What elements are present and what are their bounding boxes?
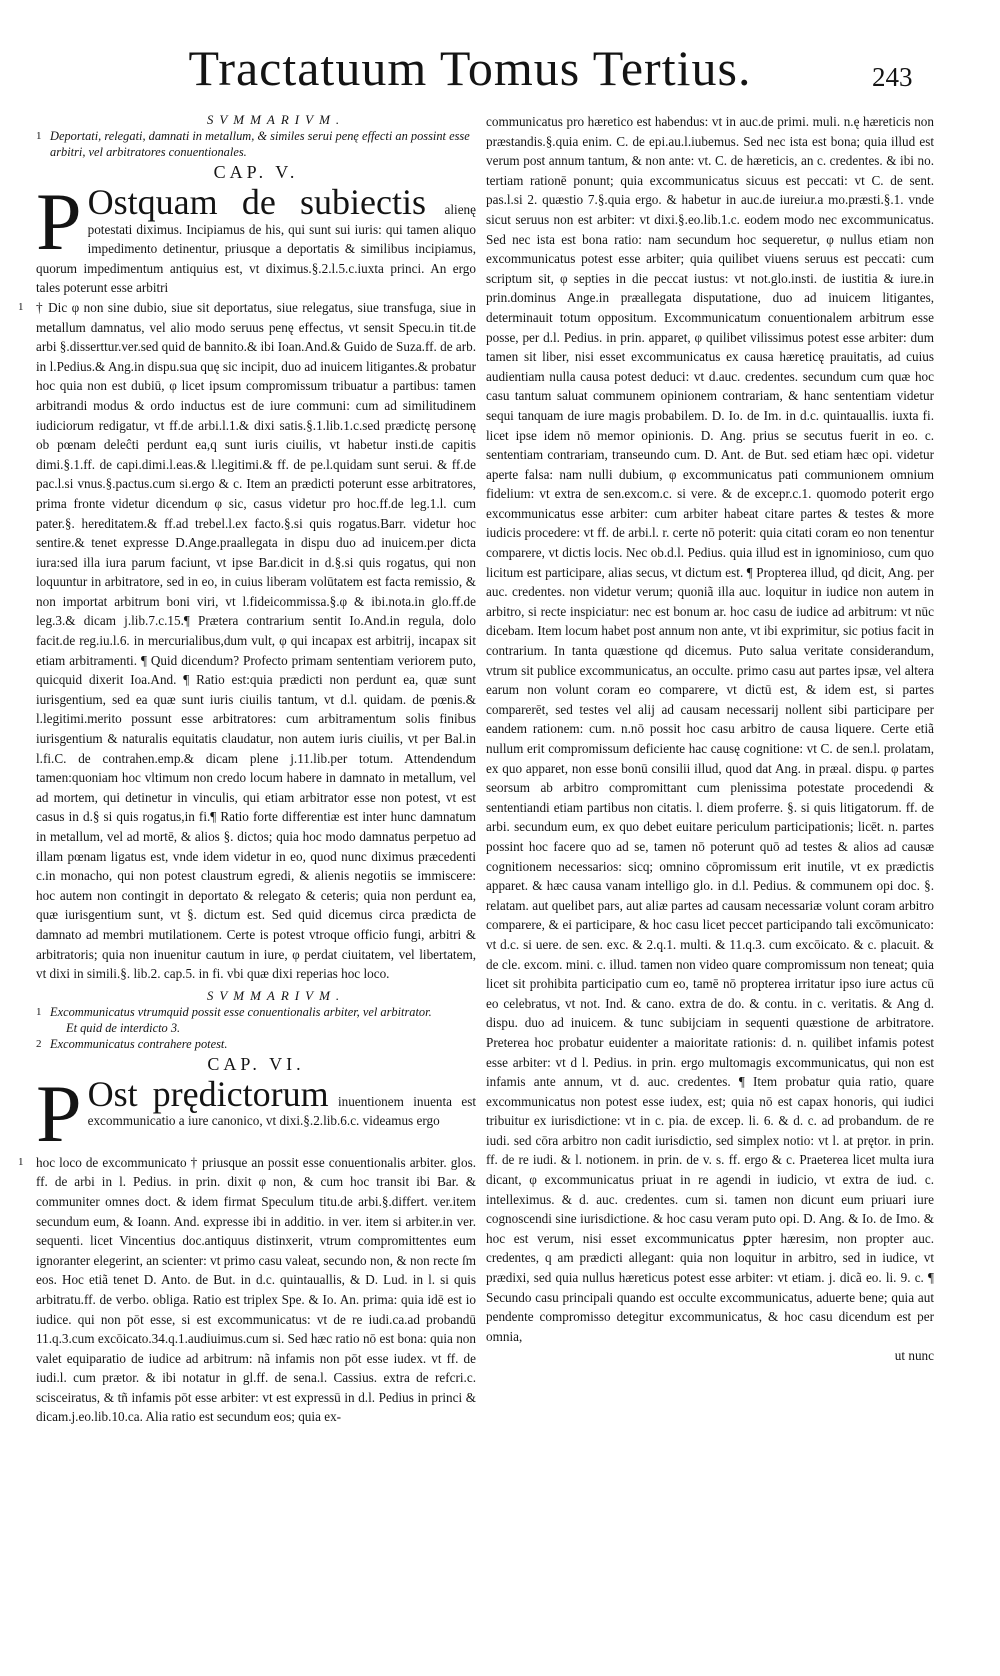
- summary-item: [36, 128, 476, 160]
- drop-cap: P: [36, 176, 82, 267]
- right-column-text: communicatus pro hæretico est habendus: vt in auc.de primi. muli. n.ę hæreticis non præstandis.§.quia enim. C. de epi.au.l.iubemus. Sed nec ista est bona; quia illud est verum post annum tantum, & non ante: vt. C. de hæreticis, an c. credentes. & ibi no. tertiam rationē ponunt; quia excommunicatus sicuus est peccati: vt C. de sent. pas.l.si 2. quæstio 7.§.quia ergo. & habetur in auc.de iureiur.a mo.præsti.§.1. vnde sicut seruus non est arbiter: vt dixi.§.eo.lib.1.c. eodem modo nec excommunicatus. Sed nec ista est bona ratio: nam secundum hoc sequeretur, φ nullus etiam non excommunicatus potest esse arbiter; quia quilibet viuens seruus est peccati: cum scriptum sit, φ septies in die peccat iustus: vt not.glo.insti. de iustitia & iure.in prin.dominus Ange.in præallegata disputatione, duo ad inuicem litigantes, determinauit totum oppositum. Excommunicatum conuentionalem arbitrum esse posse, per d.l. Pedius. in prin. apparet, φ quilibet vilissimus potest esse arbiter: dum tamen sit liber, nisi esset excommunicatus ex causa hæreticę prauitatis, ad cuius audientiam nulla causa potest deduci: vt d.auc. credentes. secundum cum quæ hoc casu tantum saluat communem opinionem contrariam, & hanc sententiam videtur sequi tanquam de iure magis probabilem. D. Io. de Im. in d.c. quintauallis. iuxta fi. licet ipse idem nō memor opinionis. D. Ang. prius se secutus fuerit in eo. c. sententiam contrariam, transeundo cum. D. Ant. de But. sed etiam hæc opi. videtur aperte falsa: nam nulli dubium, φ excommunicatus pati communionem omnium fidelium: vt extra de sen.excom.c. si vere. & de excepr.c.1. quomodo poterit ergo excommunicatus esse arbiter: cum arbiter habeat citare partes & testes & more iudicis procedere: vt ff. de arbi.l. r. certe nō poterit: quia citati coram eo non tenentur comparere, vt dictis locis. Nec ob.d.l. Pedius. quia illud est in ignominioso, cum quo licitum est participare, alias secus, vt dictum est. ¶ Propterea illud, qd dicit, Ang. per auc. credentes. non videtur verum; quoniã illa auc. loquitur in iudice non autem in arbitro, si recte inspiciatur: nec est bonum ar. hoc casu de iudice ad arbitrum: vt nūc dicebam. Item locum habet post annum non ante, vt ibi exprimitur, sic potius facit in contrarium. In tanta quæstione qd dicemus. Puto salua veritate considerandum, vtrum sit publice excommunicatus, an occulte. primo casu aut partes ipsæ, vel altera earum non volunt coram eo comparere, vt dictū est, & idem est, si partes comparerēt, sed testes vel alij ad causam necessarij nollent sibi participare per eandem rationem: cum. n.nō possit hoc casu arbitro de causa liquere. Certe etiã nullum erit compromissum deficiente hac causę cognitione: vt C. de sen.l. prolatam, ex quo apparet, non esse bonū consilii illud, quod dat Ang. in præal. dispu. φ partes seorsum ab arbitro compromittant cum plenissima potestate procedendi & sententiandi etiam partibus non citatis. l. diem proferre. §. si quis litigatorum. ff. de arbi. secundum eum, ex quo debet euitare periculum participationis; licēt. n. partes possint hoc facere quo ad se, tamen nō poterunt quō ad testes & alios ad causæ cognitionem necessarios: sicq; omnino cōpromissum erit inutile, vt ex prædictis apparet. & hæc causa vanam intelligo glo. in d.l. Pedius. & communem opi doc. §. relatam. aut quelibet pars, aut aliæ partes ad causam necessariæ volunt coram arbitro comparere, & ei participare, & hoc casu licet peccet participando tali excōmunicato: vt d.c. si uere. de sen. exc. & 2.q.1. multi. & 11.q.3. cum excōicato. & c. placuit. & de cle. excom. mini. c. illud. tamen non video quare compromissum non teneat; quia licet sit prohibita participatio cum eo, tamē nō propterea irritatur ipso iure actus cū eo celebratus, vt not. Ind. & cano. extra de do. & contu. in c. veritatis. & Ang d. dispu. duo ad inuicem. & tunc subijciam in sequenti quæstione de arbitratore. Preterea hoc probatur euidenter a maioritate rationis: d. n. quilibet infamis potest esse arbiter: vt d l. Pedius. in prin. ergo multomagis excommunicatus, qui non est infamis ante annum, vt d. auc. credentes. ¶ Item probatur quia ratio, quare excommunicatus non potest esse iudex, est; quia nō est capax honoris, qui iudici tribuitur ex iurisdictione: vt in c. pia. de excep. li. 6. & d. c. ad probandum. de re iudi. sed cōra arbitro non cadit iurisdictio, sed simplex notio: vt l. at prętor. in prin. ff. de re iudi. & l. notionem. in prin. de v. s. ff. ergo & c. Praeterea licet multa iura dicant, φ excommunicatus priuat in re agendi in iudicio, vt extra de iud. c. intelleximus. & d. auc. credentes. cum si. tamen non dicunt eum priuari iure cognoscendi sine iurisdictione. & hoc casu veram puto opi. D. Ang. & Io. de Imo. & hoc est verum, nisi esset excommunicatus ꝑpter hæresim, non propter auc. credentes, q am prædicti allegant: quia non loquitur in arbitro, sed in iudice, vt prædixi, sed quia nullus hæreticus potest esse arbiter: vt etiam. j. dicã eo. li. 9. c. ¶ Secundo casu principali quando est occulte excommunicatus, aduerte bene; quia aut pendente compromisso detegitur excommunicatus, & hoc casu dicendum est per omnia,: [486, 114, 934, 1344]
- page-number: 243: [872, 62, 913, 92]
- chapter-body: [18, 1153, 476, 1427]
- summary-number: 2: [36, 1037, 42, 1050]
- chapter-body: [18, 298, 476, 984]
- summary-item: [36, 1004, 476, 1020]
- lead-words: Ostquam de subiectis: [87, 182, 426, 222]
- summarium-heading: SVMMARIVM.: [206, 112, 346, 127]
- summary-item: [36, 1036, 476, 1052]
- drop-cap: P: [36, 1067, 82, 1159]
- opening-text: alienę potestati diximus. Incipiamus de his, qui sunt sui iuris: qui tamen aliquo impedimento detinentur, priusque a deportatis & similibus incipiamus, quorum impedimentum antiquius est, vt diximus.§.2.l.5.c.iuxta princi. An ergo tales poterunt esse arbitri: [36, 202, 476, 296]
- summary-text: Excommunicatus contrahere potest.: [50, 1036, 228, 1051]
- chapter-heading: CAP. V.: [213, 162, 299, 182]
- margin-number: 1: [18, 1155, 24, 1168]
- summary-text: Et quid de interdicto 3.: [66, 1020, 181, 1035]
- summarium-heading: SVMMARIVM.: [206, 987, 346, 1003]
- summary-text: Excommunicatus vtrumquid possit esse conuentionalis arbiter, vel arbitrator.: [50, 1004, 432, 1019]
- summary-number: 1: [36, 1005, 42, 1018]
- margin-number: 1: [18, 300, 24, 313]
- summary-number: 1: [36, 130, 42, 142]
- left-column: [18, 112, 477, 1427]
- lead-words: Ost prędictorum: [87, 1073, 329, 1114]
- summary-text: Deportati, relegati, damnati in metallum, & similes serui penę effecti an possint esse arbitri, vel arbitratores conuentionales.: [50, 129, 470, 159]
- chapter-opening: [36, 1067, 477, 1159]
- opening-text: inuentionem inuenta est excommunicatio a iure canonico, vt dixi.§.2.lib.6.c. videamus ergo: [87, 1093, 477, 1129]
- running-title: Tractatuum Tomus Tertius.: [188, 40, 752, 96]
- chapter-opening: [36, 176, 476, 298]
- catchword: ut nunc: [894, 1348, 934, 1364]
- right-column: [486, 112, 934, 1366]
- body-text: hoc loco de excommunicato † priusque an possit esse conuentionalis arbiter. glos. ff. de arbi in l. Pedius. in prin. dixit φ non, & cum hoc transit ibi Bar. & communiter omnes doct. & idem firmat Speculum titu.de arbi.§.differt. ver.item secundum eum, & Ioann. And. expresse ibi in additio. in ver. item si arbiter.in ver. sequenti. licet Vincentius doc.antiquus distinxerit, vtrum compromittentes eum ignoranter elegerint, an scienter: vt primo casu valeat, secundo non, & non recte ſm eos. Hoc etiã tenet D. Anto. de But. in d.c. quintauallis, & D. Lud. in l. si quis arbitratu.ff. de verbo. obliga. Ratio est triplex Spe. & Io. An. prima: quia idē est io iudice. qui non pōt esse, si est excommunicatus: vt de re iudi.ca.ad probandū 11.q.3.cum excōicato.34.q.1.audiuimus.cum si. Sed hæc ratio nō est bona: quia non valet equiparatio de iudice ad arbitrum: nã infamis non pōt esse iudex. vt ff. de iudi.l. cum prætor. & ibi notatur in gl.ff. de sena.l. Cassius. extra de refcri.c. scisceiratus, & tñ infamis pōt esse arbiter: vt est expressū in d.l. Pedius in princi & dicam.j.eo.lib.10.ca. Alia ratio est secundum eos; quia ex-: [36, 1154, 476, 1425]
- chapter-heading: CAP. VI.: [207, 1053, 305, 1074]
- summary-item: [36, 1020, 476, 1036]
- body-text: † Dic φ non sine dubio, siue sit deportatus, siue relegatus, siue transfuga, siue in metallum damnatus, vel alio modo seruus penę effectus, vt sensit Specu.in tit.de arbi §.disserttur.ver.sed quid de bannito.& ibi Ioan.And.& Guido de Suza.ff. de arb. in l.Pedius.& Ang.in dispu.sua quę sic incipit, duo ad inuicem litigantes.& probatur hoc quia non est dubiū, φ licet ipsum compromissum tribuatur a partibus: tamen arbitrandi modus & ordo inductus est de iure communi: cum ad similitudinem iudiciorum redigatur, vt ff.de arbi.l.1.& dixi satis.§.1.lib.1.c.sed prædictę personę ob pœnam deleĉti perdunt ea,q sunt iuris ciuilis, vt habetur insti.de capitis dimi.§.1.ff. de capi.dimi.l.eas.& l.legitimi.& ff. de pe.l.quidam sunt serui. & ff.de pac.l.si vnus.§.pactus.cum si.ergo & c. Item an prædicti poterunt esse arbitratores, prima fronte videtur dicendum φ sic, casus videtur pro hoc.ff.de leg.1.l. cum pater.§. hereditatem.& ff.ad trebel.l.ex facto.§.si quis rogatus.Barr. videtur hoc sentire.& tenet expresse D.Ange.praallegata in dispu duo ad inuicem.per dicta iura:sed illa iura parum faciunt, vt ipse Bar.dicit in d.§.si quis rogatus, qui non loquuntur in arbitratore, sed in eo, in cuius liberam volūtatem est facta remissio, & non importat arbitrum boni viri, vt l.fideicommissa.§.φ & ibi.nota.in glo.ff.de leg.3.& dicam j.lib.7.c.15.¶ Prætera contrarium sentit Io.And.in regula, dolo facit.de reg.iu.l.6. in mercurialibus,dum vult, φ qui incapax est arbitrij, incapax sit etiam arbitramenti. ¶ Quid dicendum? Profecto primam sententiam veriorem puto, quicquid dixerit Ioa.And. ¶ Ratio est:quia prædicti non perdunt ea, quæ sunt iurisgentium, sed ea quæ sunt iuris ciuilis tantum, vt d.l. quidam. de pœnis.& l.legitimi.merito possunt esse arbitratores: cum arbitramentum solis finibus iurisgentium & naturalis equitatis claudatur, non autem iuris ciuilis, vt per Bal.in l.fi.C. de contrahen.emp.& dicam plene j.11.lib.per totum. Attendendum tamen:quoniam hoc vltimum non credo locum habere in damnato in metallum, vel ad mortem, qui detinetur in vinculis, qui etiam arbitrator esse non potest, vt est casus in d.§ si quis rogatus,in fi.¶ Ratio forte differentiæ est inter hunc damnatum in metallum, vel ad mortē, & alios §. dictos; quia hoc modo damnatus perpetuo ad illam pœnam ligatus est, vnde idem videtur in eo, quod nunc diximus præcedenti c.in monacho, qui non potest claustrum egredi, & alienis negotiis se immiscere: hoc autem non contingit in deportato & relegato & ceteris; quia non perdunt ea, quæ iurisgentium sunt, vt §. dictum est. Sed quid dicemus circa prædicta de damnato ad membri mutilationem. Certe is potest vtroque officio fungi, arbitri & arbitratoris; quia non inuenitur cautum in iure, φ perdat ciuitatem, vel libertatem, vt dixi in simili.§. lib.2. cap.5. in fi. vbi quæ dixi reperias hoc loco.: [36, 299, 476, 982]
